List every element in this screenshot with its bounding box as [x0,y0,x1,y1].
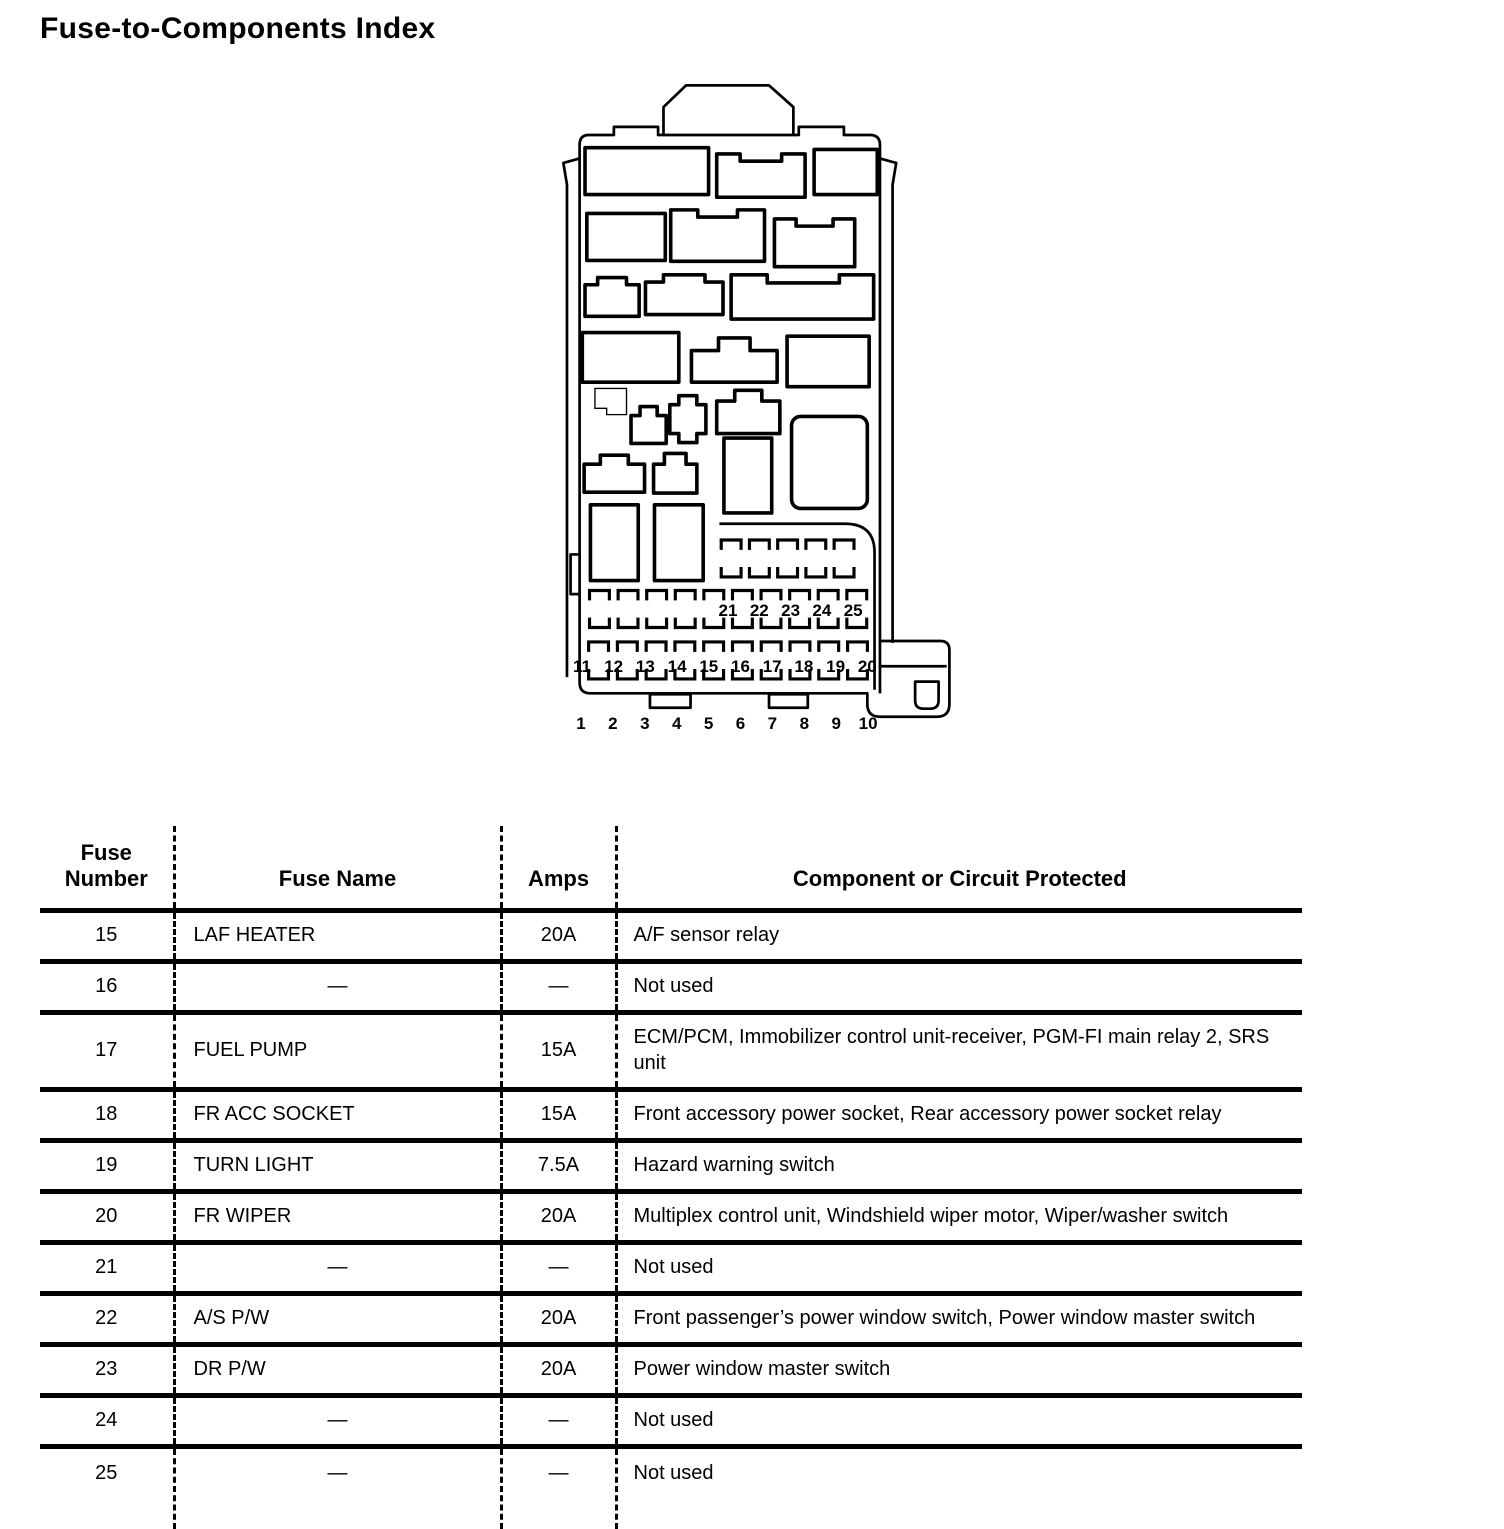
cell-amps: — [501,1396,616,1447]
fuse-number: 4 [660,715,694,733]
cell-amps: 20A [501,1192,616,1243]
cell-number: 20 [40,1192,174,1243]
cell-amps: 20A [501,1294,616,1345]
fuse-number: 21 [711,602,745,620]
cell-component: Not used [616,962,1302,1013]
header-fuse-number: Fuse Number [40,826,174,911]
cell-component: Hazard warning switch [616,1141,1302,1192]
cell-amps: 7.5A [501,1141,616,1192]
fuse-number: 3 [628,715,662,733]
fuse-number: 20 [850,658,884,676]
table-row [40,1294,1302,1345]
fuse-number: 18 [787,658,821,676]
page-title: Fuse-to-Components Index [40,12,436,46]
cell-number: 17 [40,1013,174,1090]
fuse-number: 15 [692,658,726,676]
cell-amps: 15A [501,1013,616,1090]
cell-number: 15 [40,911,174,962]
table-row [40,1090,1302,1141]
header-fuse-name: Fuse Name [174,826,501,911]
fuse-number: 14 [660,658,694,676]
table-row [40,1192,1302,1243]
fuse-number: 5 [692,715,726,733]
cell-component: Power window master switch [616,1345,1302,1396]
fuse-number: 22 [742,602,776,620]
cell-component: Multiplex control unit, Windshield wiper motor, Wiper/washer switch [616,1192,1302,1243]
fuse-number: 7 [755,715,789,733]
cell-name: A/S P/W [174,1294,501,1345]
cell-name: DR P/W [174,1345,501,1396]
cell-amps: 15A [501,1090,616,1141]
fuse-number: 2 [596,715,630,733]
fuse-table-body [40,911,1302,1529]
table-row [40,1013,1302,1090]
fuse-number: 24 [805,602,839,620]
table-row [40,1396,1302,1447]
cell-component: A/F sensor relay [616,911,1302,962]
fuse-number: 8 [787,715,821,733]
cell-number: 19 [40,1141,174,1192]
cell-component: Not used [616,1243,1302,1294]
fuse-number: 19 [819,658,853,676]
cell-name: LAF HEATER [174,911,501,962]
table-row [40,1447,1302,1529]
fuse-number: 6 [724,715,758,733]
fuse-number: 1 [564,715,598,733]
cell-amps: — [501,962,616,1013]
cell-name: TURN LIGHT [174,1141,501,1192]
fuse-number: 11 [565,658,599,676]
cell-number: 25 [40,1447,174,1529]
cell-amps: — [501,1447,616,1529]
fuse-number: 16 [724,658,758,676]
fuse-number: 10 [851,715,885,733]
cell-component: Front passenger’s power window switch, Power window master switch [616,1294,1302,1345]
cell-number: 23 [40,1345,174,1396]
cell-number: 22 [40,1294,174,1345]
header-component: Component or Circuit Protected [616,826,1302,911]
table-row [40,1243,1302,1294]
header-amps: Amps [501,826,616,911]
cell-name: FUEL PUMP [174,1013,501,1090]
cell-component: Front accessory power socket, Rear accessory power socket relay [616,1090,1302,1141]
fuse-number: 9 [819,715,853,733]
cell-name: — [174,1243,501,1294]
fuse-number: 17 [755,658,789,676]
cell-component: ECM/PCM, Immobilizer control unit-receiver, PGM-FI main relay 2, SRS unit [616,1013,1302,1090]
cell-name: FR ACC SOCKET [174,1090,501,1141]
fuse-number: 12 [597,658,631,676]
table-row [40,1141,1302,1192]
cell-name: FR WIPER [174,1192,501,1243]
table-row [40,1345,1302,1396]
cell-name: — [174,1447,501,1529]
cell-number: 16 [40,962,174,1013]
fuse-number: 23 [774,602,808,620]
fuse-table [40,826,1302,1529]
cell-name: — [174,1396,501,1447]
table-row [40,911,1302,962]
cell-number: 24 [40,1396,174,1447]
table-header-row [40,826,1302,911]
fuse-number: 25 [836,602,870,620]
cell-amps: 20A [501,1345,616,1396]
fuse-number: 13 [628,658,662,676]
cell-name: — [174,962,501,1013]
fuse-number-layer [530,80,990,816]
cell-number: 18 [40,1090,174,1141]
cell-amps: — [501,1243,616,1294]
cell-component: Not used [616,1447,1302,1529]
table-row [40,962,1302,1013]
fuse-box-diagram [530,80,990,816]
cell-component: Not used [616,1396,1302,1447]
cell-number: 21 [40,1243,174,1294]
cell-amps: 20A [501,911,616,962]
